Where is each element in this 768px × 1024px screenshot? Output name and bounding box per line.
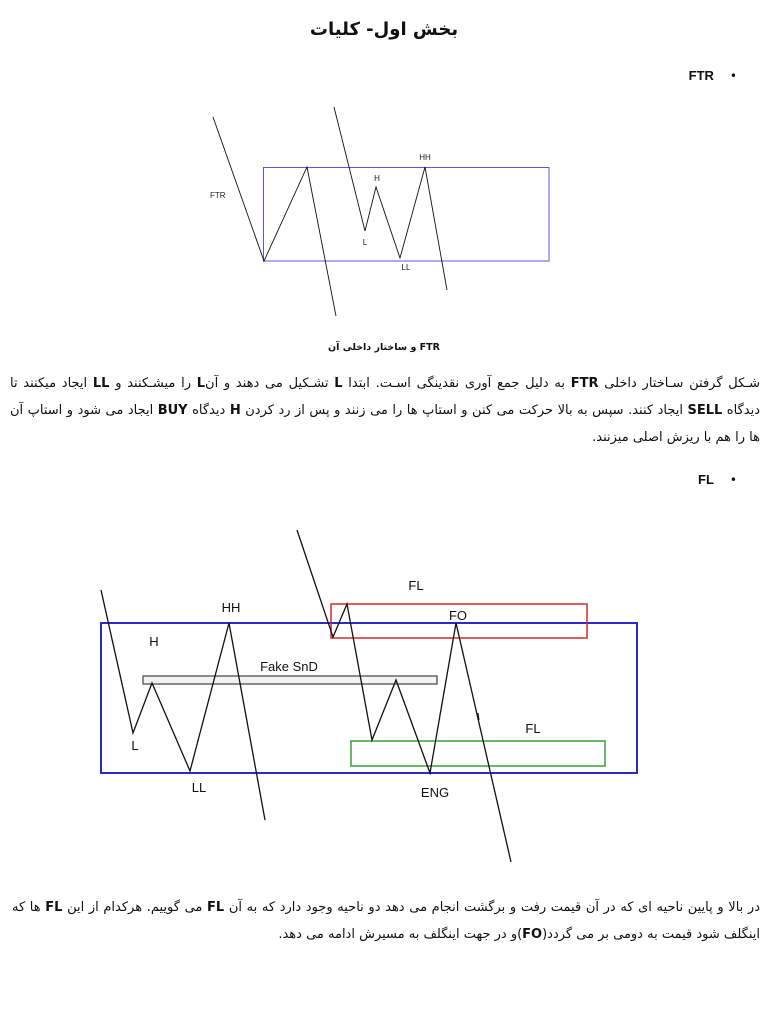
- paragraph-line: دیدگاه SELL ایجاد کنند. سپس به بالا حرکت می کنن و استاپ ها را می زنند و پس از رد کردن H دیدگاه BUY ایجاد می شود و استاپ آن: [10, 403, 760, 418]
- bullet-icon: •: [729, 473, 737, 487]
- label-fl-upper: FL: [408, 578, 424, 593]
- paragraph-line: شـکل گرفتن سـاختار داخلی FTR به دلیل جمع آوری نقدینگی اسـت. ابتدا L تشـکیل می دهند و آنL را میشـکنند و LL ایجاد میکنند تا: [10, 376, 760, 391]
- ftr-paragraph: [10, 370, 760, 451]
- paragraph-line: اینگلف شود قیمت به دومی بر می گردد(FO)و در جهت اینگلف به مسیرش ادامه می دهد.: [278, 927, 760, 942]
- internal-structure-path: [334, 107, 447, 290]
- label-l: L: [362, 238, 368, 247]
- section-heading-ftr: FTR: [688, 68, 714, 83]
- paragraph-term: SELL: [687, 403, 723, 418]
- paragraph-line: در بالا و پایین ناحیه ای که در آن قیمت رفت و برگشت انجام می دهد دو ناحیه وجود دارد که به آن FL می گوییم. هرکدام از این FL ها که: [12, 900, 760, 915]
- label-hh: HH: [419, 153, 431, 162]
- label-ftr: FTR: [210, 191, 226, 200]
- label-hh: HH: [221, 600, 241, 615]
- bullet-heading-ftr: [689, 66, 737, 86]
- paragraph-term: FL: [207, 900, 225, 915]
- fake-snd-box: [143, 676, 437, 684]
- label-h: H: [374, 174, 380, 183]
- label-eng: ENG: [420, 785, 450, 800]
- fl-paragraph: [12, 894, 760, 948]
- figure-caption: FTR و ساختار داخلی آن: [328, 342, 440, 353]
- paragraph-line: ها را هم با ریزش اصلی میزنند.: [592, 430, 760, 445]
- paragraph-term: L: [196, 376, 206, 391]
- paragraph-term: FL: [45, 900, 63, 915]
- label-l: L: [131, 738, 139, 753]
- price-path-left: [101, 590, 265, 820]
- bullet-heading-fl: [698, 470, 737, 490]
- paragraph-term: L: [334, 376, 343, 391]
- label-fl-lower: FL: [525, 721, 541, 736]
- fl-diagram: [90, 520, 650, 870]
- fl-lower-box: [351, 741, 605, 766]
- label-ll: LL: [401, 263, 411, 272]
- paragraph-term: H: [229, 403, 241, 418]
- paragraph-term: FO: [522, 927, 543, 942]
- label-ll: LL: [191, 780, 207, 795]
- ftr-price-path: [213, 117, 336, 316]
- bullet-icon: •: [729, 69, 737, 83]
- price-path-right: [297, 530, 511, 862]
- label-fo: FO: [448, 608, 468, 623]
- paragraph-term: FTR: [570, 376, 599, 391]
- label-fake-snd: Fake SnD: [260, 659, 318, 674]
- label-h: H: [149, 634, 159, 649]
- ftr-range-box: [264, 168, 550, 262]
- paragraph-term: BUY: [157, 403, 188, 418]
- ftr-structure-diagram: [200, 100, 560, 325]
- section-heading-fl: FL: [698, 472, 714, 487]
- page-title: بخش اول- کلیات: [309, 19, 459, 40]
- paragraph-term: LL: [92, 376, 110, 391]
